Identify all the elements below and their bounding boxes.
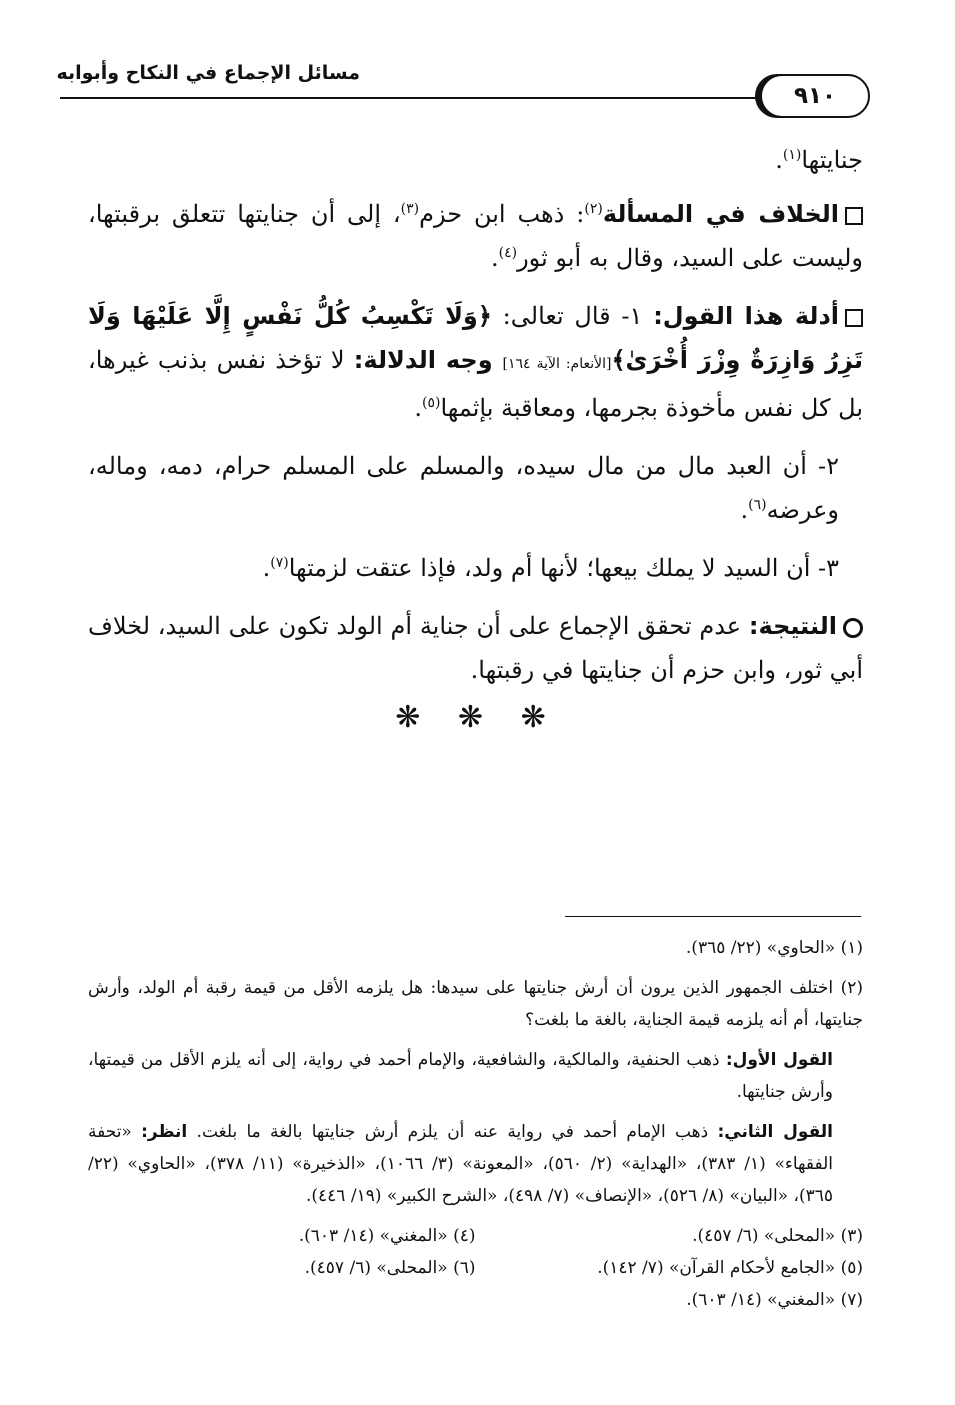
footnote-ref-1: (١): [782, 147, 802, 163]
circle-bullet-icon: [843, 618, 863, 638]
footnote-2-second-opinion: [88, 1116, 863, 1212]
footnote-ref-7: (٧): [270, 555, 289, 571]
section-label: النتيجة:: [748, 612, 837, 640]
text: عدم تحقق الإجماع على أن جناية أم الولد تكون على السيد، لخلاف أبي ثور، وابن حزم أن جنايتها في رقبتها.: [88, 612, 863, 684]
header-rule: [60, 97, 800, 99]
footnotes: [88, 932, 863, 1324]
footnote-ref-3: (٣): [400, 201, 420, 217]
footnote-2-first-opinion: [88, 1044, 863, 1108]
footnote-row: [88, 1252, 863, 1284]
footnote-6: (٦) «المحلى» (٦/ ٤٥٧).: [304, 1258, 476, 1278]
opinion-label: القول الأول:: [725, 1050, 833, 1070]
text: جنايتها: [801, 146, 863, 174]
paragraph-disagreement: [88, 192, 863, 280]
footnote-ref-2: (٢): [584, 201, 603, 217]
text: .: [414, 394, 422, 422]
footnote-1: (١) «الحاوي» (٢٢/ ٣٦٥).: [685, 938, 863, 958]
section-label: الخلاف في المسألة: [602, 200, 840, 228]
section-divider-ornaments: ❋ ❋ ❋: [395, 700, 560, 735]
text: ذهب الحنفية، والمالكية، والشافعية، والإمام أحمد في رواية، إلى أنه يلزم الأقل من قيمتها، وأرش جنايتها.: [88, 1050, 833, 1102]
text: ، إلى أن جنايتها تتعلق برقبتها، وليست على السيد، وقال به أبو ثور: [88, 200, 863, 272]
see-label: انظر:: [141, 1122, 188, 1142]
page-number-frame: [760, 74, 870, 118]
section-label: أدلة هذا القول:: [653, 302, 839, 330]
text: ذهب الإمام أحمد في رواية عنه أن يلزم أرش جنايتها بالغة ما بلغت.: [187, 1122, 718, 1142]
verse-reference: [الأنعام: الآية ١٦٤]: [502, 356, 612, 372]
square-bullet-icon: [845, 309, 863, 327]
quran-verse: ﴿وَلَا تَكْسِبُ كُلُّ نَفْسٍ إِلَّا عَلَيْهَا وَلَا تَزِرُ وَازِرَةٌ وِزْرَ أُخْرَىٰ﴾: [88, 302, 863, 374]
footnote-ref-5: (٥): [421, 395, 441, 411]
evidence-item-2: [88, 444, 863, 532]
text: ٣- أن السيد لا يملك بيعها؛ لأنها أم ولد، فإذا عتقت لزمتها: [288, 554, 839, 582]
footnote-2: (٢) اختلف الجمهور الذين يرون أن أرش جنايتها على سيدها: هل يلزمه الأقل من قيمة رقبة أم الولد، وأرش جنايتها، أم أنه يلزمه قيمة الجناية، بالغة ما بلغت؟: [88, 978, 863, 1030]
opinion-label: القول الثاني:: [717, 1122, 834, 1142]
footnote-7: (٧) «المغني» (١٤/ ٦٠٣).: [686, 1290, 863, 1310]
footnote-5: (٥) «الجامع لأحكام القرآن» (٧/ ١٤٢).: [597, 1258, 863, 1278]
references: «تحفة الفقهاء» (١/ ٣٨٣)، «الهداية» (٢/ ٥٦٠)، «المعونة» (٣/ ١٠٦٦)، «الذخيرة» (١١/ ٣٧٨)، «الحاوي» (٢٢/ ٣٦٥)، «البيان» (٨/ ٥٢٦)، «الإنصاف» (٧/ ٤٩٨)، «الشرح الكبير» (١٩/ ٤٤٦).: [88, 1122, 834, 1206]
footnote-ref-6: (٦): [748, 497, 767, 513]
text: : ذهب ابن حزم: [419, 200, 585, 228]
text: لا تؤخذ نفس بذنب غيرها، بل كل نفس مأخوذة بجرمها، ومعاقبة بإثمها: [88, 346, 863, 422]
footnote-3: (٣) «المحلى» (٦/ ٤٥٧).: [692, 1226, 863, 1246]
paragraph-result: [88, 604, 863, 692]
paragraph-evidence: [88, 294, 863, 430]
page-number: ٩١٠: [793, 83, 837, 109]
footnote-4: (٤) «المغني» (١٤/ ٦٠٣).: [298, 1226, 476, 1246]
text: .: [262, 554, 271, 582]
section-label: وجه الدلالة:: [353, 346, 503, 374]
text: ١- قال تعالى:: [491, 302, 654, 330]
text: ٢- أن العبد مال من مال سيده، والمسلم على المسلم حرام، دمه، وماله، وعرضه: [88, 452, 839, 524]
footnote-row: [88, 1220, 863, 1252]
footnote-rule: [565, 916, 861, 917]
text: .: [740, 496, 749, 524]
main-text: [88, 138, 863, 706]
footnote-ref-4: (٤): [498, 245, 518, 261]
paragraph-continuation: [88, 138, 863, 182]
running-header-title: مسائل الإجماع في النكاح وأبوابه: [56, 62, 360, 84]
text: .: [775, 146, 783, 174]
evidence-item-3: [88, 546, 863, 590]
square-bullet-icon: [845, 207, 863, 225]
text: .: [490, 244, 499, 272]
